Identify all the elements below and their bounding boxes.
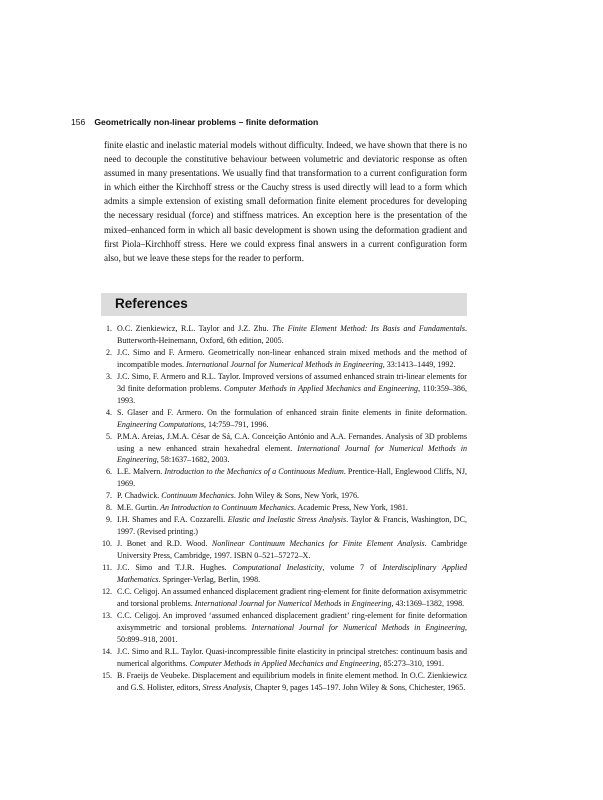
- reference-source-title: Continuum Mechanics: [161, 491, 234, 501]
- chapter-title: Geometrically non-linear problems – finite deformation: [94, 117, 319, 127]
- reference-text-segment: C.C. Celigoj. An assumed enhanced displacement gradient ring-element for finite deformation axisymmetric and torsional problems.: [117, 586, 467, 608]
- reference-text-segment: , 33:1413–1449, 1992.: [382, 359, 456, 369]
- reference-text-segment: J.C. Simo and T.J.R. Hughes.: [117, 563, 233, 573]
- reference-text-segment: O.C. Zienkiewicz, R.L. Taylor and J.Z. Zhu.: [117, 324, 273, 333]
- reference-item: [104, 562, 467, 586]
- reference-item: [101, 646, 467, 670]
- reference-text-segment: P. Chadwick.: [117, 491, 162, 501]
- reference-item: [101, 586, 467, 610]
- reference-text-segment: , 43:1369–1382, 1998.: [391, 598, 465, 608]
- reference-text-segment: , 110:359–386, 1993.: [117, 383, 467, 405]
- reference-text-segment: L.E. Malvern.: [117, 467, 165, 477]
- reference-text-segment: , Chapter 9, pages 145–197. John Wiley & Sons, Chichester, 1965.: [250, 682, 466, 692]
- page-number: 156: [71, 117, 86, 127]
- reference-text-segment: , 58:1637–1682, 2003.: [156, 455, 230, 465]
- reference-text-segment: J. Bonet and R.D. Wood.: [117, 539, 212, 549]
- reference-number: 2.: [105, 347, 112, 357]
- reference-text: [117, 586, 467, 610]
- reference-text: [117, 514, 467, 538]
- reference-text-segment: , 50:899–918, 2001.: [117, 622, 467, 644]
- reference-item: [104, 502, 467, 514]
- body-paragraph: finite elastic and inelastic material models without difficulty. Indeed, we have shown that there is no need to decouple the constitutive behaviour between volumetric and deviatoric response as often assumed in many presentations. We usually find that transformation to a current configuration form in which either the Kirchhoff stress or the Cauchy stress is used directly will lead to a form which admits a simple extension of existing small deformation finite element procedures for developing the necessary residual (force) and stiffness matrices. An exception here is the presentation of the mixed–enhanced form in which all basic development is shown using the deformation gradient and first Piola–Kirchhoff stress. Here we could express final answers in a current configuration form also, but we leave these steps for the reader to perform.: [104, 140, 467, 263]
- reference-item: [101, 610, 467, 646]
- reference-text-segment: J.C. Simo, F. Armero and R.L. Taylor. Improved versions of assumed enhanced strain tri-linear elements for 3d finite deformation problems.: [117, 371, 467, 393]
- reference-number: 15.: [101, 670, 112, 680]
- reference-number: 3.: [105, 371, 112, 381]
- reference-number: 6.: [105, 467, 112, 477]
- reference-source-title: Stress Analysis: [202, 682, 251, 692]
- reference-text: [117, 466, 467, 490]
- reference-source-title: Computer Methods in Applied Mechanics and Engineering: [224, 383, 419, 393]
- reference-text-segment: , 85:273–310, 1991.: [379, 658, 445, 668]
- reference-text-segment: M.E. Gurtin.: [117, 503, 161, 513]
- reference-text-segment: P.M.A. Areias, J.M.A. César de Sá, C.A. Conceição António and A.A. Fernandes. Analysis of 3D problems using a new enhanced strain hexahedral element.: [117, 431, 467, 453]
- reference-source-title: An Introduction to Continuum Mechanics: [160, 503, 294, 513]
- reference-text: [117, 646, 467, 670]
- reference-number: 1.: [105, 324, 112, 333]
- reference-list: [101, 323, 467, 694]
- reference-text: [117, 670, 467, 694]
- reference-text: [117, 538, 467, 562]
- reference-number: 9.: [105, 515, 112, 525]
- reference-source-title: Computational Inelasticity: [232, 563, 323, 573]
- reference-source-title: Engineering Computations: [117, 419, 204, 429]
- reference-item: [104, 514, 467, 538]
- reference-source-title: International Journal for Numerical Methods in Engineering: [194, 598, 392, 608]
- reference-item: [104, 371, 467, 407]
- reference-text-segment: . Academic Press, New York, 1981.: [293, 503, 408, 513]
- reference-source-title: The Finite Element Method: Its Basis and Fundamentals: [272, 324, 465, 333]
- reference-text: [117, 610, 467, 646]
- reference-text-segment: . Butterworth-Heinemann, Oxford, 6th edition, 2005.: [117, 324, 467, 345]
- reference-text: [117, 490, 467, 502]
- reference-source-title: Interdisciplinary Applied Mathematics: [117, 563, 467, 585]
- reference-text-segment: . Taylor & Francis, Washington, DC, 1997. (Revised printing.): [117, 515, 467, 537]
- reference-item: [101, 670, 467, 694]
- reference-number: 13.: [101, 610, 112, 620]
- reference-text-segment: J.C. Simo and R.L. Taylor. Quasi-incompressible finite elasticity in principal stretches: continuum basis and numerical algorithms.: [117, 646, 467, 668]
- reference-item: [104, 347, 467, 371]
- reference-number: 11.: [102, 563, 112, 573]
- reference-item: [104, 490, 467, 502]
- reference-source-title: Introduction to the Mechanics of a Continuous Medium: [164, 467, 344, 477]
- reference-text-segment: . Prentice-Hall, Englewood Cliffs, NJ, 1969.: [117, 467, 467, 489]
- reference-source-title: International Journal for Numerical Methods in Engineering: [186, 359, 383, 369]
- reference-text: [117, 502, 467, 514]
- reference-item: [104, 323, 467, 347]
- reference-text-segment: C.C. Celigoj. An improved ‘assumed enhanced displacement gradient’ ring-element for finite deformation axisymmetric and torsional problems.: [117, 610, 467, 632]
- references-heading: References: [115, 296, 188, 311]
- reference-source-title: International Journal for Numerical Methods in Engineering: [251, 622, 465, 632]
- reference-text-segment: . Springer-Verlag, Berlin, 1998.: [158, 575, 261, 585]
- reference-text: [117, 407, 467, 431]
- reference-text-segment: I.H. Shames and F.A. Cozzarelli.: [117, 515, 228, 525]
- reference-item: [101, 538, 467, 562]
- reference-source-title: Elastic and Inelastic Stress Analysis: [227, 515, 347, 525]
- reference-text-segment: . Cambridge University Press, Cambridge, 1997. ISBN 0–521–57272–X.: [117, 539, 467, 561]
- reference-item: [104, 407, 467, 431]
- reference-text-segment: , volume 7 of: [322, 563, 383, 573]
- reference-text: [117, 371, 467, 407]
- reference-text: [117, 323, 467, 347]
- reference-number: 5.: [105, 431, 112, 441]
- reference-text: [117, 347, 467, 371]
- reference-number: 7.: [105, 491, 112, 501]
- reference-number: 4.: [105, 407, 112, 417]
- reference-text-segment: S. Glaser and F. Armero. On the formulation of enhanced strain finite elements in finite deformation.: [117, 407, 467, 417]
- reference-item: [104, 431, 467, 467]
- reference-text-segment: J.C. Simo and F. Armero. Geometrically non-linear enhanced strain mixed methods and the method of incompatible modes.: [117, 347, 467, 369]
- reference-text: [117, 562, 467, 586]
- reference-source-title: Nonlinear Continuum Mechanics for Finite Element Analysis: [211, 539, 425, 549]
- reference-text: [117, 431, 467, 467]
- reference-number: 8.: [105, 503, 112, 513]
- reference-number: 12.: [101, 586, 112, 596]
- reference-text-segment: B. Fraeijs de Veubeke. Displacement and equilibrium models in finite element method. In O.C. Zienkiewicz and G.S. Holister, editors,: [117, 670, 467, 692]
- reference-text-segment: , 14:759–791, 1996.: [203, 419, 269, 429]
- reference-text-segment: . John Wiley & Sons, New York, 1976.: [233, 491, 360, 501]
- reference-number: 14.: [101, 646, 112, 656]
- reference-number: 10.: [101, 539, 112, 549]
- running-head: [71, 117, 471, 127]
- reference-item: [104, 466, 467, 490]
- reference-source-title: Computer Methods in Applied Mechanics and Engineering: [189, 658, 380, 668]
- reference-source-title: International Journal for Numerical Methods in Engineering: [117, 443, 467, 465]
